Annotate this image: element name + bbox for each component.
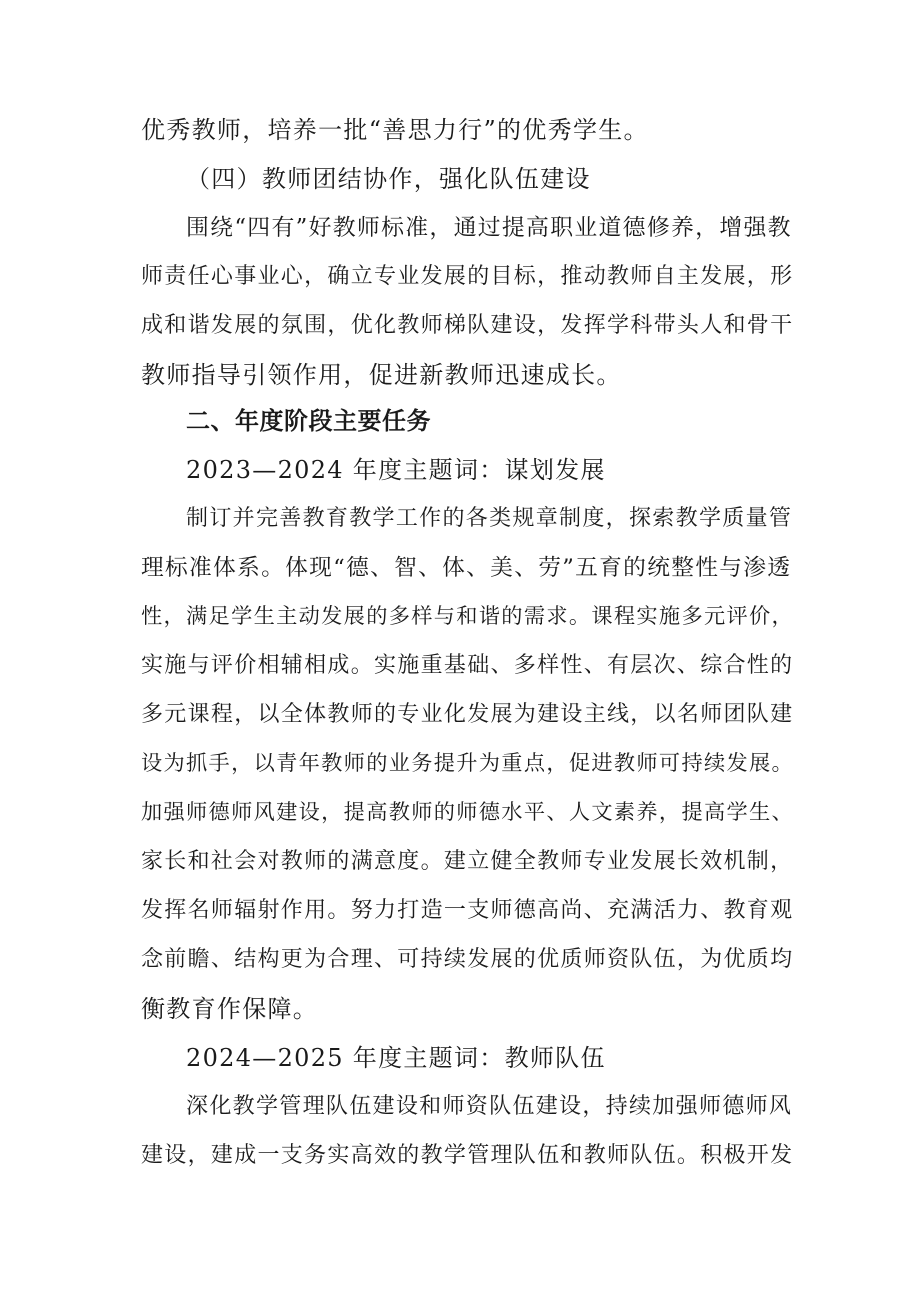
paragraph-line: 建设，建成一支务实高效的教学管理队伍和教师队伍。积极开发 [141, 1143, 794, 1168]
paragraph-line: 理标准体系。体现“德、智、体、美、劳”五育的统整性与渗透 [141, 555, 792, 581]
paragraph-line: 加强师德师风建设，提高教师的师德水平、人文素养，提高学生、 [141, 800, 795, 825]
paragraph-line: 制订并完善教育教学工作的各类规章制度，探索教学质量管 [186, 506, 793, 531]
paragraph-line: 教师指导引领作用，促进新教师迅速成长。 [141, 361, 622, 389]
paragraph-line: 优秀教师，培养一批“善思力行”的优秀学生。 [141, 116, 649, 144]
paragraph-line: 成和谐发展的氛围，优化教师梯队建设，发挥学科带头人和骨干 [141, 313, 794, 338]
year-theme-heading: 2023—2024 年度主题词：谋划发展 [186, 456, 606, 484]
paragraph-line: 师责任心事业心，确立专业发展的目标，推动教师自主发展，形 [141, 264, 794, 289]
paragraph-line: 围绕“四有”好教师标准，通过提高职业道德修养，增强教 [186, 215, 792, 241]
paragraph-line: 念前瞻、结构更为合理、可持续发展的优质师资队伍，为优质均 [141, 947, 794, 972]
section-subheading: （四）教师团结协作，强化队伍建设 [186, 165, 591, 193]
year-theme-heading: 2024—2025 年度主题词：教师队伍 [186, 1044, 606, 1072]
paragraph-line: 衡教育作保障。 [141, 995, 319, 1023]
paragraph-line: 发挥名师辐射作用。努力打造一支师德高尚、充满活力、教育观 [141, 898, 794, 923]
paragraph-line: 实施与评价相辅相成。实施重基础、多样性、有层次、综合性的 [141, 653, 794, 678]
paragraph-line: 多元课程，以全体教师的专业化发展为建设主线，以名师团队建 [141, 702, 794, 727]
paragraph-line: 深化教学管理队伍建设和师资队伍建设，持续加强师德师风 [186, 1094, 793, 1119]
section-heading: 二、年度阶段主要任务 [186, 407, 431, 435]
paragraph-line: 设为抓手，以青年教师的业务提升为重点，促进教师可持续发展。 [141, 751, 795, 776]
paragraph-line: 性，满足学生主动发展的多样与和谐的需求。课程实施多元评价， [141, 604, 795, 629]
paragraph-line: 家长和社会对教师的满意度。建立健全教师专业发展长效机制， [141, 849, 794, 874]
